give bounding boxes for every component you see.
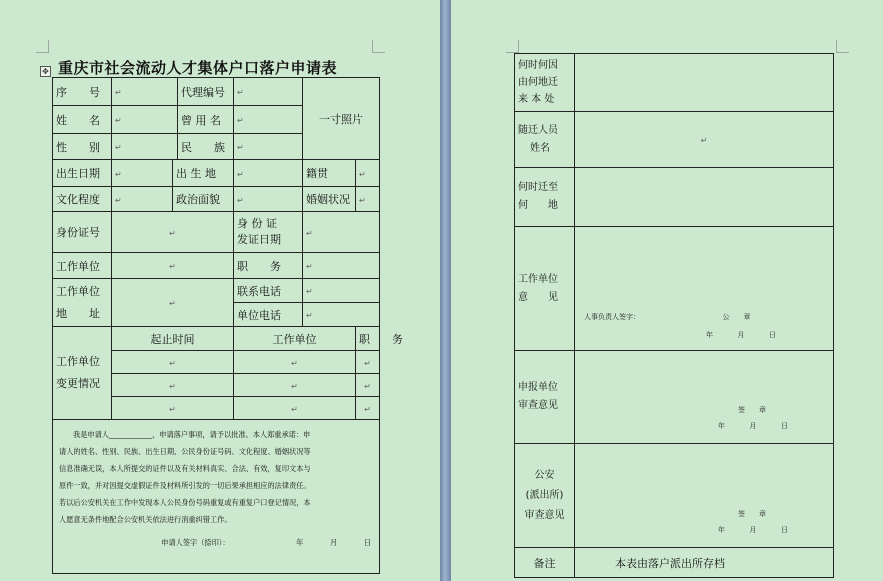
change-period-cell[interactable]: ↵ xyxy=(112,351,234,374)
declaration-line: 人愿意无条件地配合公安机关依法进行消重纠错工作。 xyxy=(59,515,232,524)
id-issue-label-2: 发证日期 xyxy=(237,233,282,246)
agent-no-input[interactable]: ↵ xyxy=(234,78,303,106)
gender-label: 性 别 xyxy=(53,134,112,160)
destination-label-2: 何 地 xyxy=(518,200,558,211)
change-label: 工作单位 xyxy=(56,355,100,368)
unit-phone-label: 单位电话 xyxy=(234,303,303,327)
change-period-cell[interactable]: ↵ xyxy=(112,397,234,420)
origin-input[interactable]: ↵ xyxy=(356,160,380,187)
origin-label: 何时何因 xyxy=(518,60,558,71)
year-label: 年 xyxy=(718,526,725,534)
unit-phone-input[interactable]: ↵ xyxy=(303,303,380,327)
declaration-line: 请人的姓名、性别、民族、出生日期、公民身份证号码、文化程度、婚姻状况等 xyxy=(59,447,311,456)
employer-opinion-label-2: 意 见 xyxy=(518,291,558,303)
application-form-left xyxy=(52,77,404,574)
applicant-signature-label: 申请人签字（捺印）： xyxy=(161,538,230,547)
month-label: 月 xyxy=(329,538,338,547)
crop-mark xyxy=(506,40,519,53)
application-form-right xyxy=(514,53,834,578)
ethnic-label: 民 族 xyxy=(178,134,234,160)
origin-input[interactable] xyxy=(575,54,834,112)
day-label: 日 xyxy=(363,538,371,547)
position-input[interactable]: ↵ xyxy=(303,253,380,279)
origin-label: 籍贯 xyxy=(303,160,356,187)
agent-no-label: 代理编号 xyxy=(178,78,234,106)
form-title: 重庆市社会流动人才集体户口落户申请表 xyxy=(58,59,338,77)
seq-input[interactable]: ↵ xyxy=(112,78,178,106)
employer-label: 工作单位 xyxy=(53,253,112,279)
id-no-input[interactable]: ↵ xyxy=(112,212,234,253)
gender-input[interactable]: ↵ xyxy=(112,134,178,160)
marital-label: 婚姻状况 xyxy=(303,187,356,212)
month-label: 月 xyxy=(749,422,757,430)
id-no-label: 身份证号 xyxy=(53,212,112,253)
duty-header: 职 务 xyxy=(356,327,380,351)
birth-place-input[interactable]: ↵ xyxy=(234,160,303,187)
destination-input[interactable] xyxy=(575,168,834,227)
relocated-label: 随迁人员 xyxy=(518,124,558,136)
employer-addr-label-2: 地 址 xyxy=(56,306,100,320)
relocated-label-2: 姓名 xyxy=(530,142,550,154)
position-label: 职 务 xyxy=(234,253,303,279)
birth-date-input[interactable]: ↵ xyxy=(112,160,173,187)
contact-phone-input[interactable]: ↵ xyxy=(303,279,380,303)
birth-place-label: 出 生 地 xyxy=(173,160,234,187)
seal-label: 公 章 xyxy=(722,313,751,321)
change-duty-cell[interactable]: ↵ xyxy=(356,351,380,374)
crop-mark xyxy=(836,40,849,53)
hr-signature-label: 人事负责人签字： xyxy=(584,313,640,321)
political-input[interactable]: ↵ xyxy=(234,187,303,212)
year-label: 年 xyxy=(706,331,713,339)
period-header: 起止时间 xyxy=(112,327,234,351)
year-label: 年 xyxy=(718,422,725,430)
id-issue-input[interactable]: ↵ xyxy=(303,212,380,253)
declaration-line: 原件一致，并对因提交虚假证件及材料所引发的一切后果承担相应的法律责任。 xyxy=(59,481,311,490)
seq-label: 序 号 xyxy=(53,78,112,106)
ethnic-input[interactable]: ↵ xyxy=(234,134,303,160)
day-label: 日 xyxy=(780,422,788,430)
reporting-unit-label: 申报单位 xyxy=(518,382,558,393)
political-label: 政治面貌 xyxy=(173,187,234,212)
change-label-2: 变更情况 xyxy=(56,377,100,390)
name-label: 姓 名 xyxy=(53,106,112,134)
photo-box: 一寸照片 xyxy=(303,78,380,160)
police-label-2: (派出所) xyxy=(525,489,564,501)
reporting-unit-label-2: 审查意见 xyxy=(518,400,558,411)
id-issue-label: 身 份 证 xyxy=(237,217,278,230)
change-period-cell[interactable]: ↵ xyxy=(112,374,234,397)
move-handle-icon[interactable]: ✥ xyxy=(40,66,51,77)
police-label: 公安 xyxy=(534,469,555,481)
year-label: 年 xyxy=(296,538,304,547)
declaration-line: 我是申请人____________，申请落户事项，请予以批准。本人郑重承诺：申 xyxy=(73,430,311,439)
employer-addr-input[interactable]: ↵ xyxy=(112,279,234,327)
employer-opinion-label: 工作单位 xyxy=(518,273,558,285)
seal-label: 签 章 xyxy=(738,510,766,518)
relocated-input[interactable]: ↵ xyxy=(575,112,834,168)
declaration-line: 信息准确无误，本人所提交的证件以及有关材料真实、合法、有效，复印文本与 xyxy=(59,464,311,473)
origin-label-2: 由何地迁 xyxy=(518,77,558,88)
change-unit-cell[interactable]: ↵ xyxy=(234,397,356,420)
name-input[interactable]: ↵ xyxy=(112,106,178,134)
birth-date-label: 出生日期 xyxy=(53,160,112,187)
used-name-label: 曾 用 名 xyxy=(178,106,234,134)
change-duty-cell[interactable]: ↵ xyxy=(356,397,380,420)
remark-label: 备注 xyxy=(515,548,575,578)
unit-header: 工作单位 xyxy=(234,327,356,351)
declaration-box xyxy=(53,420,380,574)
destination-label: 何时迁至 xyxy=(518,182,558,193)
crop-mark xyxy=(372,40,385,53)
used-name-input[interactable]: ↵ xyxy=(234,106,303,134)
crop-mark xyxy=(36,40,49,53)
change-unit-cell[interactable]: ↵ xyxy=(234,374,356,397)
contact-phone-label: 联系电话 xyxy=(234,279,303,303)
month-label: 月 xyxy=(737,331,745,339)
police-label-3: 审查意见 xyxy=(524,509,565,521)
employer-input[interactable]: ↵ xyxy=(112,253,234,279)
origin-label-3: 来 本 处 xyxy=(518,94,555,105)
education-input[interactable]: ↵ xyxy=(112,187,173,212)
seal-label: 签 章 xyxy=(738,406,766,414)
change-unit-cell[interactable]: ↵ xyxy=(234,351,356,374)
page-divider xyxy=(440,0,451,581)
declaration-line: 若以后公安机关在工作中发现本人公民身份号码重复或有重复户口登记情况，本 xyxy=(59,498,311,507)
change-duty-cell[interactable]: ↵ xyxy=(356,374,380,397)
marital-input[interactable]: ↵ xyxy=(356,187,380,212)
education-label: 文化程度 xyxy=(53,187,112,212)
day-label: 日 xyxy=(780,526,788,534)
day-label: 日 xyxy=(768,331,776,339)
remark-text: 本表由落户派出所存档 xyxy=(575,548,834,578)
employer-addr-label: 工作单位 xyxy=(56,284,100,298)
month-label: 月 xyxy=(749,526,757,534)
